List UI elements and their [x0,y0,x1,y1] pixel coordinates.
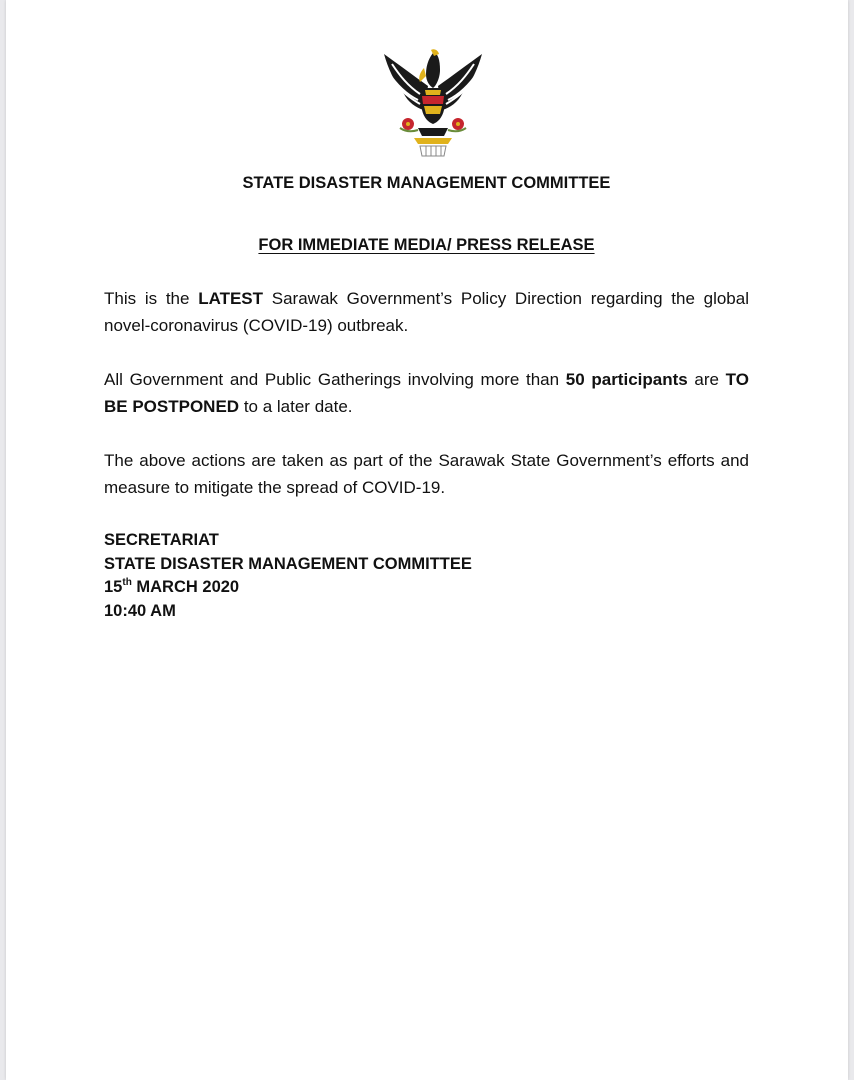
signature-committee: STATE DISASTER MANAGEMENT COMMITTEE [104,554,472,573]
coat-of-arms-icon [378,46,488,158]
signature-time: 10:40 AM [104,602,176,621]
paragraph-latest-policy: This is the LATEST Sarawak Government’s Policy Direction regarding the global novel-coronavirus (COVID-19) outbreak. [104,289,749,335]
paragraph-gatherings: All Government and Public Gatherings involving more than 50 participants are TO BE POSTPONED to a later date. [104,370,749,416]
hornbill-head [426,52,440,88]
signature-block [104,529,472,624]
signature-date: 15th MARCH 2020 [104,576,240,597]
paragraph-actions: The above actions are taken as part of the Sarawak State Government’s efforts and measure to mitigate the spread of COVID-19. [104,451,749,497]
document-page [6,0,848,1080]
release-type-heading: FOR IMMEDIATE MEDIA/ PRESS RELEASE [258,236,595,254]
committee-heading: STATE DISASTER MANAGEMENT COMMITTEE [242,174,611,192]
tail [418,128,448,136]
signature-office: SECRETARIAT [104,531,219,549]
